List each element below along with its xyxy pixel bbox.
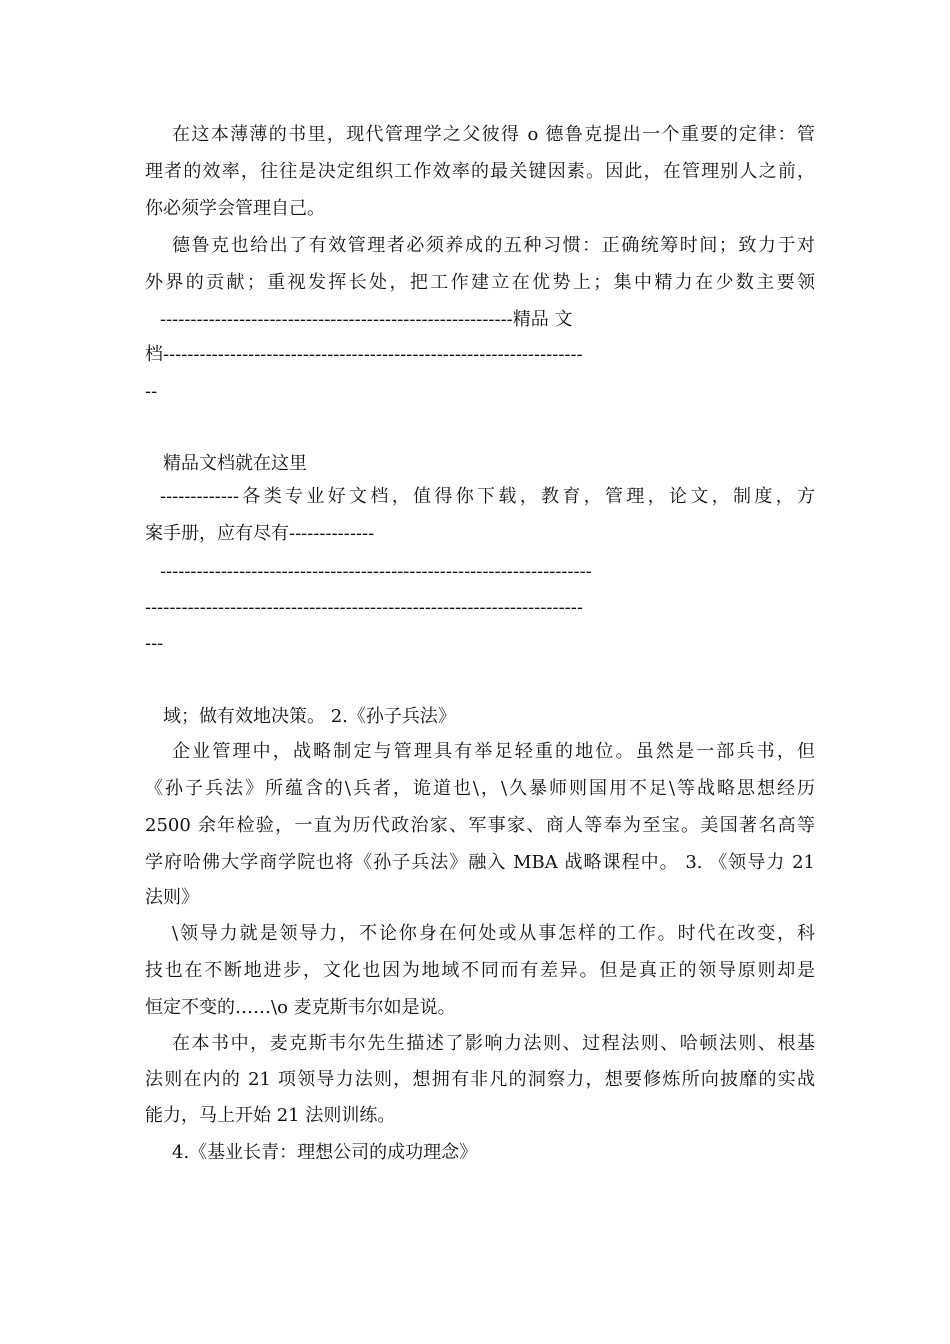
paragraph-line: 法则在内的 21 项领导力法则，想拥有非凡的洞察力，想要修炼所向披靡的实战 xyxy=(145,1069,815,1090)
paragraph-line: 法则》 xyxy=(145,887,199,908)
watermark-line: -- xyxy=(145,381,158,402)
paragraph-line: \领导力就是领导力，不论你身在何处或从事怎样的工作。时代在改变，科 xyxy=(172,923,815,944)
watermark-line: -------------各类专业好文档，值得你下载，教育，管理，论文，制度，方 xyxy=(160,486,815,507)
paragraph-line: 《孙子兵法》所蕴含的\兵者，诡道也\，\久暴师则国用不足\等战略思想经历 xyxy=(145,778,815,799)
watermark-line: 案手册，应有尽有-------------- xyxy=(145,523,375,544)
watermark-line: 档--------------------------------------------------------------------- xyxy=(145,344,583,365)
paragraph-line: 外界的贡献；重视发挥长处，把工作建立在优势上；集中精力在少数主要领 xyxy=(145,272,815,293)
paragraph-line: 域；做有效地决策。 2.《孙子兵法》 xyxy=(163,706,456,727)
paragraph-line: 4.《基业长青：理想公司的成功理念》 xyxy=(172,1142,478,1163)
watermark-line: --- xyxy=(145,633,164,654)
paragraph-line: 在这本薄薄的书里，现代管理学之父彼得 o 德鲁克提出一个重要的定律：管 xyxy=(172,124,815,145)
watermark-line: ----------------------------------------------------------------------- xyxy=(160,561,592,582)
paragraph-line: 在本书中，麦克斯韦尔先生描述了影响力法则、过程法则、哈顿法则、根基 xyxy=(172,1033,815,1054)
paragraph-line: 理者的效率，往往是决定组织工作效率的最关键因素。因此，在管理别人之前， xyxy=(145,161,815,182)
paragraph-line: 技也在不断地进步，文化也因为地域不同而有差异。但是真正的领导原则却是 xyxy=(145,960,815,981)
paragraph-line: 2500 余年检验，一直为历代政治家、军事家、商人等奉为至宝。美国著名高等 xyxy=(145,815,815,836)
paragraph-line: 恒定不变的……\o 麦克斯韦尔如是说。 xyxy=(145,997,456,1018)
watermark-title: 精品文档就在这里 xyxy=(163,453,307,474)
watermark-line: ----------------------------------------------------------精品 文 xyxy=(160,309,573,330)
paragraph-line: 能力，马上开始 21 法则训练。 xyxy=(145,1105,396,1126)
paragraph-line: 学府哈佛大学商学院也将《孙子兵法》融入 MBA 战略课程中。 3. 《领导力 21 xyxy=(145,852,815,873)
watermark-line: ------------------------------------------------------------------------ xyxy=(145,597,583,618)
paragraph-line: 企业管理中，战略制定与管理具有举足轻重的地位。虽然是一部兵书，但 xyxy=(172,741,815,762)
paragraph-line: 德鲁克也给出了有效管理者必须养成的五种习惯：正确统筹时间；致力于对 xyxy=(172,235,815,256)
paragraph-line: 你必须学会管理自己。 xyxy=(145,198,325,219)
